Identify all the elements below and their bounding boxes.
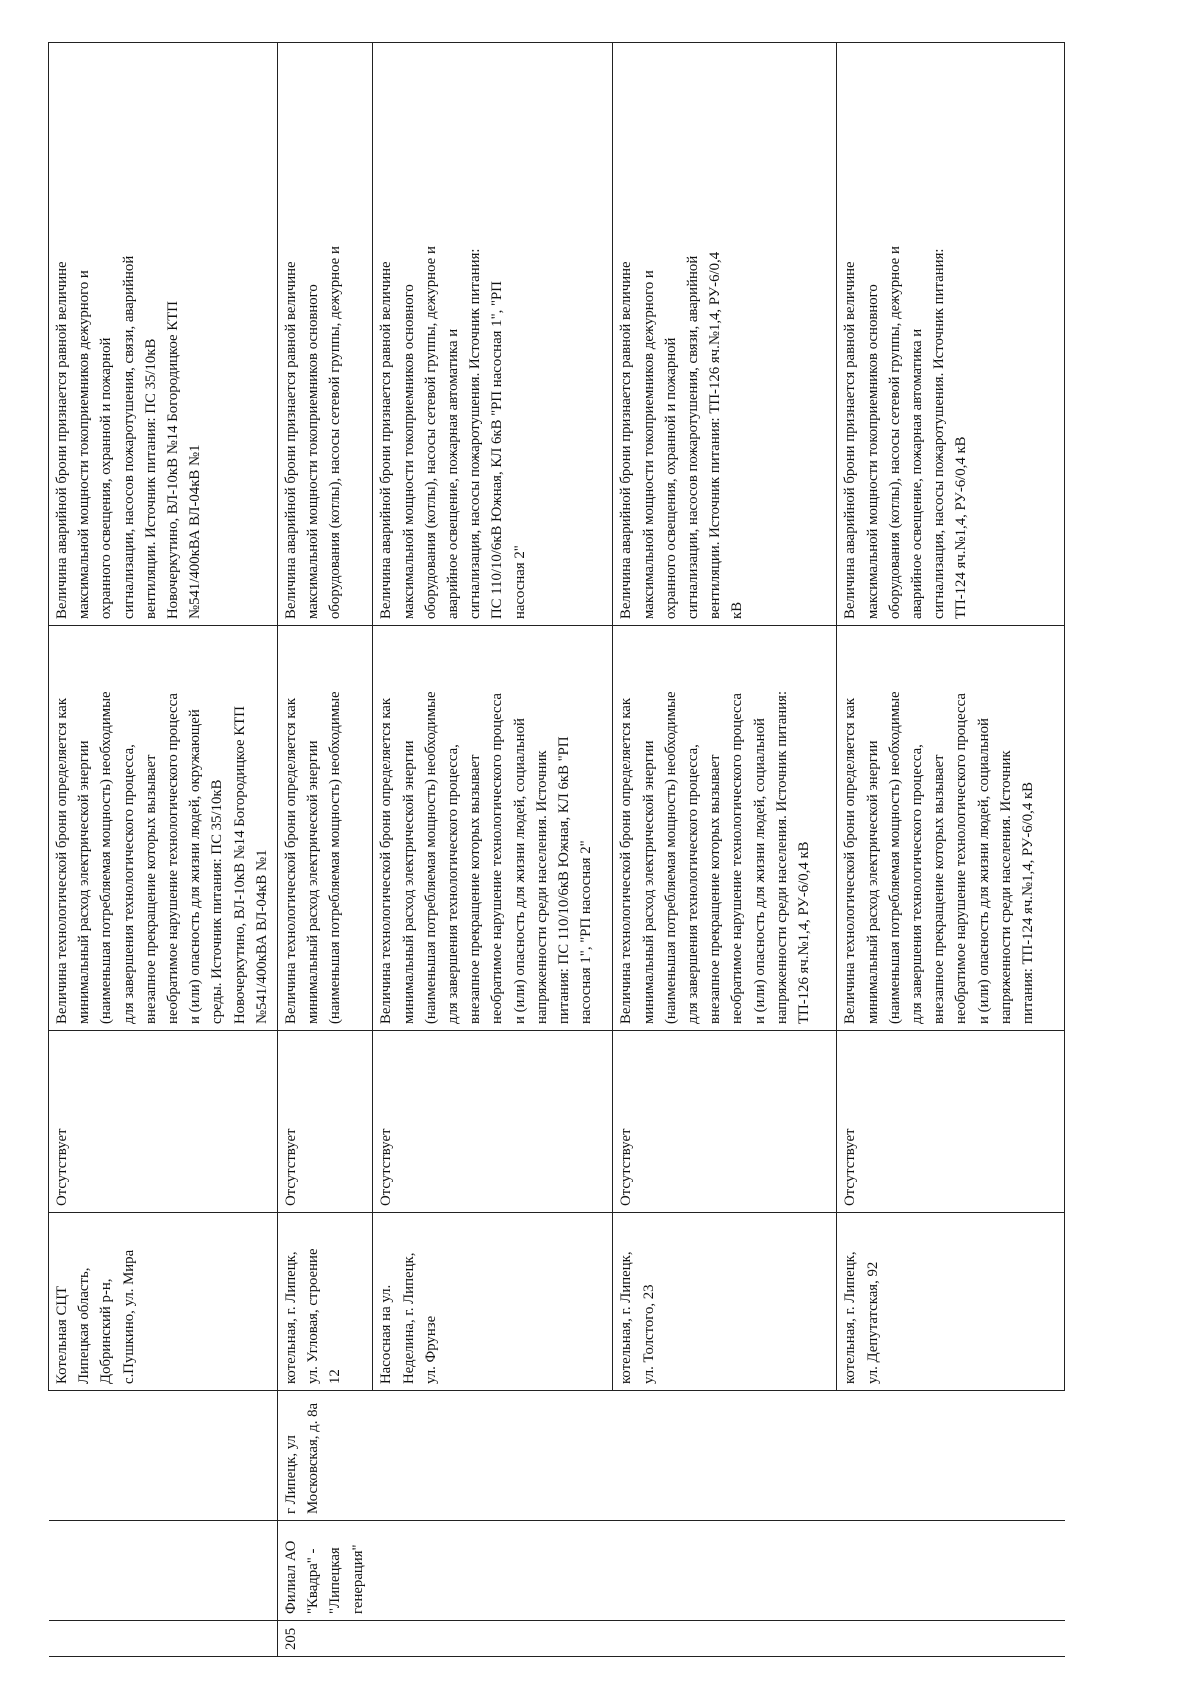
emergency-reserve-cell: Величина аварийной брони признается равной величине максимальной мощности токоприемников дежурного и охранного освещения, охранной и пожарной сигнализации, насосов пожаротушения, связи, аварийной вентиляции. Источник питания: ТП-126 яч.№1,4, РУ-6/0,4 кВ (613, 43, 837, 626)
object-cell: Насосная на ул. Неделина, г. Липецк, ул. Фрунзе (373, 1213, 613, 1391)
row-number-cell (373, 1621, 613, 1657)
organization-cell: Филиал АО "Квадра" - "Липецкая генерация" (278, 1521, 373, 1621)
table-row (49, 43, 278, 1657)
organization-cell (373, 1521, 613, 1621)
organization-cell (49, 1521, 278, 1621)
address-cell (49, 1391, 278, 1521)
organization-cell (613, 1521, 837, 1621)
tech-reserve-cell: Величина технологической брони определяется как минимальный расход электрической энергии (наименьшая потребляемая мощность) необходимые для завершения технологического процесса, внезапное прекращение которых вызывает необратимое нарушение технологического процесса и (или) опасность для жизни людей, социальной напряженности среди населения. Источник питания: ТП-126 яч.№1,4, РУ-6/0,4 кВ (613, 626, 837, 1031)
table-row (613, 43, 837, 1657)
reserve-table (48, 42, 1065, 1657)
address-cell (613, 1391, 837, 1521)
table-row (837, 43, 1065, 1657)
address-cell (373, 1391, 613, 1521)
object-cell: Котельная СЦТ Липецкая область, Добринский р-н, с.Пушкино, ул. Мира (49, 1213, 278, 1391)
presence-cell: Отсутствует (373, 1031, 613, 1213)
presence-cell: Отсутствует (278, 1031, 373, 1213)
address-cell: г Липецк, ул Московская, д. 8а (278, 1391, 373, 1521)
address-cell (837, 1391, 1065, 1521)
row-number-cell (613, 1621, 837, 1657)
tech-reserve-cell: Величина технологической брони определяется как минимальный расход электрической энергии (наименьшая потребляемая мощность) необходимые для завершения технологического процесса, внезапное прекращение которых вызывает необратимое нарушение технологического процесса и (или) опасность для жизни людей, окружающей среды. Источник питания: ПС 35/10кВ Новочеркутино, ВЛ-10кВ №14 Богородицкое КТП №541/400кВА ВЛ-04кВ №1 (49, 626, 278, 1031)
emergency-reserve-cell: Величина аварийной брони признается равной величине максимальной мощности токоприемников основного оборудования (котлы), насосы сетевой группы, дежурное и аварийное освещение, пожарная автоматика и сигнализация, насосы пожаротушения. Источник питания: ПС 110/10/6кВ Южная, КЛ 6кВ "РП насосная 1", "РП насосная 2" (373, 43, 613, 626)
object-cell: котельная, г. Липецк, ул. Депутатская, 92 (837, 1213, 1065, 1391)
object-cell: котельная, г. Липецк, ул. Угловая, строение 12 (278, 1213, 373, 1391)
presence-cell: Отсутствует (837, 1031, 1065, 1213)
emergency-reserve-cell: Величина аварийной брони признается равной величине максимальной мощности токоприемников основного оборудования (котлы), насосы сетевой группы, дежурное и (278, 43, 373, 626)
object-cell: котельная, г. Липецк, ул. Толстого, 23 (613, 1213, 837, 1391)
presence-cell: Отсутствует (49, 1031, 278, 1213)
tech-reserve-cell: Величина технологической брони определяется как минимальный расход электрической энергии (наименьшая потребляемая мощность) необходимые для завершения технологического процесса, внезапное прекращение которых вызывает необратимое нарушение технологического процесса и (или) опасность для жизни людей, социальной напряженности среди населения. Источник питания: ПС 110/10/6кВ Южная, КЛ 6кВ "РП насосная 1", "РП насосная 2" (373, 626, 613, 1031)
row-number-cell: 205 (278, 1621, 373, 1657)
table-row (373, 43, 613, 1657)
emergency-reserve-cell: Величина аварийной брони признается равной величине максимальной мощности токоприемников основного оборудования (котлы), насосы сетевой группы, дежурное и аварийное освещение, пожарная автоматика и сигнализация, насосы пожаротушения. Источник питания: ТП-124 яч.№1,4, РУ-6/0,4 кВ (837, 43, 1065, 626)
tech-reserve-cell: Величина технологической брони определяется как минимальный расход электрической энергии (наименьшая потребляемая мощность) необходимые (278, 626, 373, 1031)
presence-cell: Отсутствует (613, 1031, 837, 1213)
table-row (278, 43, 373, 1657)
emergency-reserve-cell: Величина аварийной брони признается равной величине максимальной мощности токоприемников дежурного и охранного освещения, охранной и пожарной сигнализации, насосов пожаротушения, связи, аварийной вентиляции. Источник питания: ПС 35/10кВ Новочеркутино, ВЛ-10кВ №14 Богородицкое КТП №541/400кВА ВЛ-04кВ №1 (49, 43, 278, 626)
tech-reserve-cell: Величина технологической брони определяется как минимальный расход электрической энергии (наименьшая потребляемая мощность) необходимые для завершения технологического процесса, внезапное прекращение которых вызывает необратимое нарушение технологического процесса и (или) опасность для жизни людей, социальной напряженности среди населения. Источник питания: ТП-124 яч.№1,4, РУ-6/0,4 кВ (837, 626, 1065, 1031)
row-number-cell (49, 1621, 278, 1657)
row-number-cell (837, 1621, 1065, 1657)
organization-cell (837, 1521, 1065, 1621)
